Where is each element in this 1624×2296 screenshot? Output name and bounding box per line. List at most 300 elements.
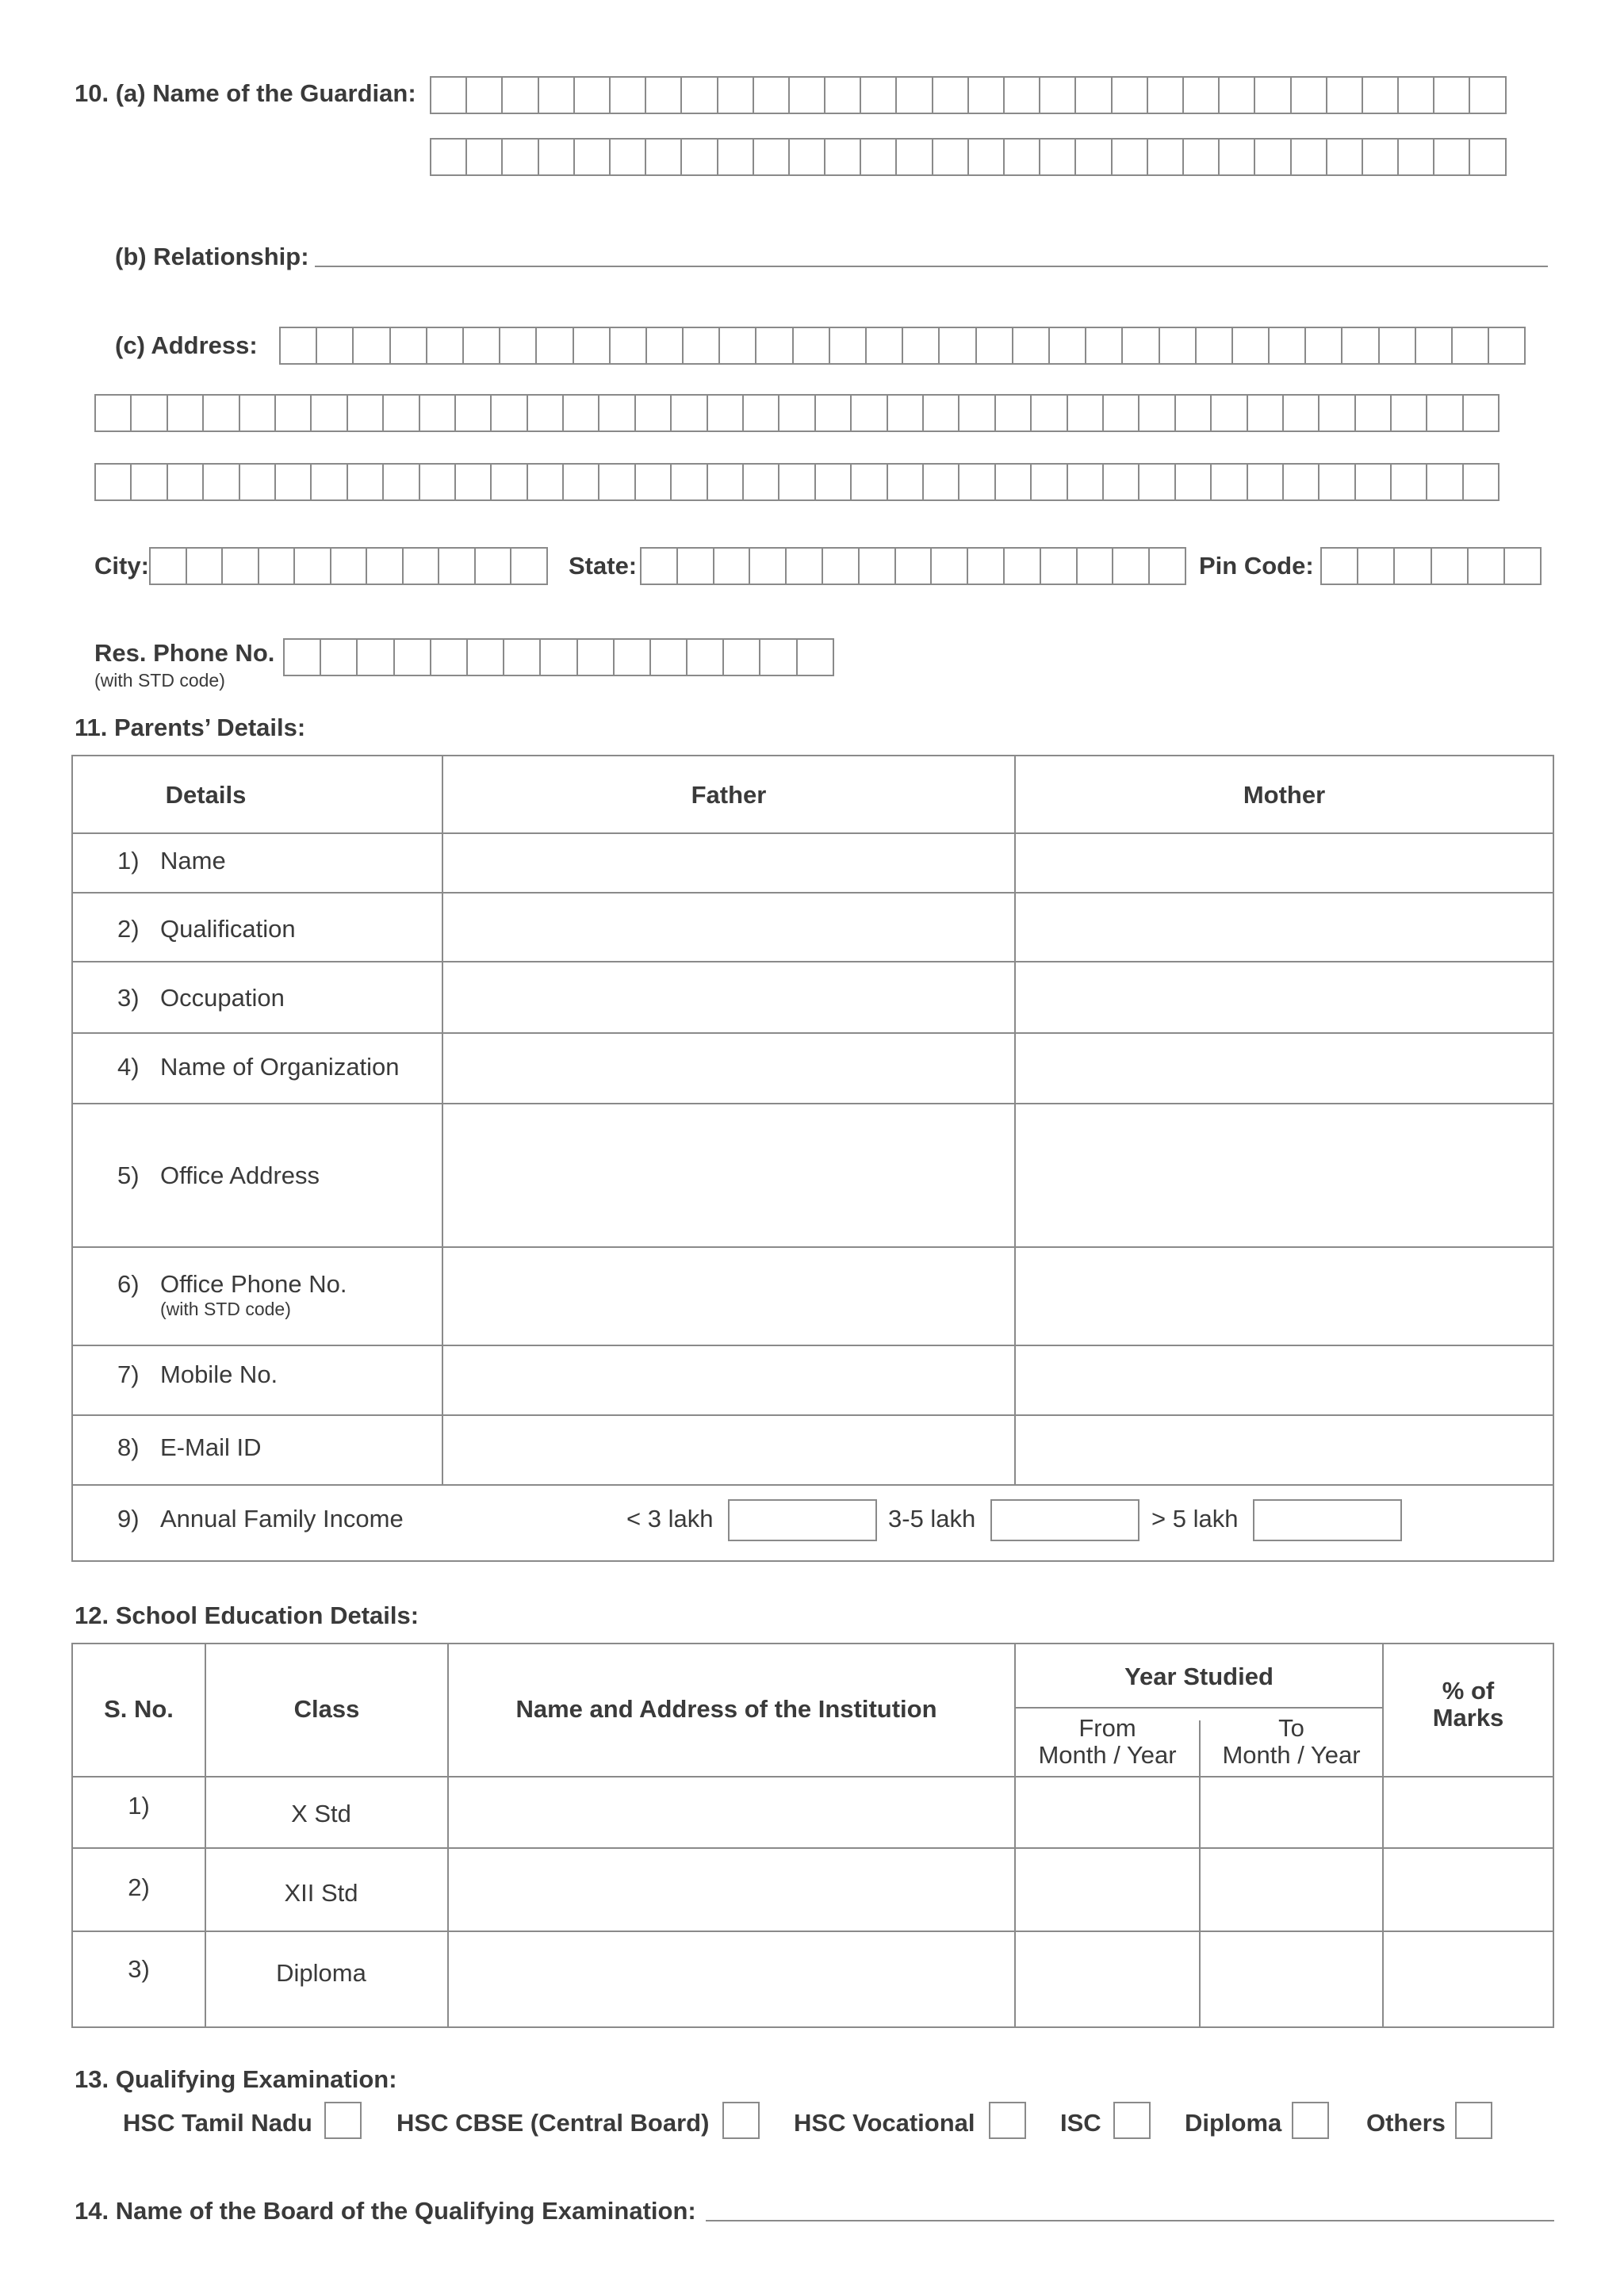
char-box[interactable] [1148,547,1186,585]
char-box[interactable] [1218,138,1255,176]
char-box[interactable] [1433,138,1470,176]
row-label-qualification: Qualification [160,915,296,943]
char-box[interactable] [887,463,924,501]
char-box[interactable] [430,138,467,176]
char-box[interactable] [895,76,933,114]
char-box[interactable] [778,463,815,501]
income-3-5-lakh-checkbox[interactable] [990,1499,1139,1541]
char-box[interactable] [501,76,538,114]
char-box[interactable] [258,547,296,585]
guardian-name-boxes-line1[interactable] [430,76,1507,114]
char-box[interactable] [573,76,611,114]
char-box[interactable] [967,138,1005,176]
char-box[interactable] [1247,463,1284,501]
char-box[interactable] [186,547,224,585]
char-box[interactable] [860,76,897,114]
char-box[interactable] [527,394,564,432]
char-box[interactable] [1030,394,1067,432]
char-box[interactable] [1397,138,1434,176]
father-qualification-input[interactable] [445,894,1013,960]
char-box[interactable] [1318,463,1355,501]
char-box[interactable] [788,138,825,176]
board-name-field[interactable] [706,2220,1554,2221]
char-box[interactable] [1397,76,1434,114]
char-box[interactable] [389,327,427,365]
char-box[interactable] [1362,76,1399,114]
char-box[interactable] [1488,327,1526,365]
table-row-divider [71,892,1554,894]
char-box[interactable] [670,463,707,501]
char-box[interactable] [922,463,959,501]
char-box[interactable] [609,76,646,114]
char-box[interactable] [1210,463,1247,501]
char-box[interactable] [938,327,976,365]
char-box[interactable] [1040,547,1078,585]
char-box[interactable] [932,76,969,114]
char-box[interactable] [1467,547,1505,585]
char-box[interactable] [499,327,537,365]
char-box[interactable] [686,638,724,676]
char-box[interactable] [1282,394,1320,432]
char-box[interactable] [858,547,896,585]
char-box[interactable] [1039,76,1076,114]
char-box[interactable] [454,394,492,432]
char-box[interactable] [860,138,897,176]
mother-mobile-input[interactable] [1017,1347,1553,1414]
char-box[interactable] [320,638,358,676]
char-box[interactable] [967,547,1005,585]
char-box[interactable] [1138,394,1175,432]
char-box[interactable] [352,327,390,365]
char-box[interactable] [1102,394,1139,432]
char-box[interactable] [1085,327,1123,365]
char-box[interactable] [1469,76,1506,114]
qual-diploma-checkbox[interactable] [1292,2102,1329,2139]
char-box[interactable] [1111,138,1148,176]
char-box[interactable] [850,394,887,432]
address-boxes-line2[interactable] [94,394,1500,432]
char-box[interactable] [680,76,718,114]
char-box[interactable] [426,327,464,365]
school-from-input[interactable] [1016,1778,1197,1846]
school-row-divider [71,1776,1554,1777]
char-box[interactable] [1030,463,1067,501]
char-box[interactable] [1067,394,1104,432]
char-box[interactable] [279,327,317,365]
school-from-input[interactable] [1016,1850,1197,1930]
char-box[interactable] [645,76,682,114]
char-box[interactable] [382,463,419,501]
table-row-divider [71,1032,1554,1034]
char-box[interactable] [1147,76,1184,114]
char-box[interactable] [1159,327,1197,365]
mother-organization-input[interactable] [1017,1035,1553,1102]
char-box[interactable] [1320,547,1358,585]
char-box[interactable] [824,138,861,176]
char-box[interactable] [419,394,456,432]
table-row-divider [71,1414,1554,1416]
char-box[interactable] [94,394,132,432]
char-box[interactable] [538,76,575,114]
char-box[interactable] [562,463,599,501]
res-phone-boxes[interactable] [283,638,834,676]
char-box[interactable] [283,638,321,676]
qual-hsc-cbse-checkbox[interactable] [722,2102,760,2139]
char-box[interactable] [130,394,167,432]
school-institution-input[interactable] [449,1850,1013,1930]
char-box[interactable] [1426,394,1463,432]
char-box[interactable] [1121,327,1159,365]
char-box[interactable] [149,547,187,585]
father-mobile-input[interactable] [445,1347,1013,1414]
mother-occupation-input[interactable] [1017,963,1553,1031]
qual-isc-checkbox[interactable] [1113,2102,1151,2139]
header-from: From [1078,1714,1136,1742]
char-box[interactable] [1282,463,1320,501]
school-marks-input[interactable] [1384,1778,1553,1846]
school-row-sno: 1) [128,1792,150,1820]
char-box[interactable] [634,394,672,432]
school-row-sno: 3) [128,1955,150,1983]
char-box[interactable] [1354,394,1392,432]
char-box[interactable] [902,327,940,365]
char-box[interactable] [490,394,527,432]
char-box[interactable] [1426,463,1463,501]
row-label-occupation: Occupation [160,984,285,1012]
father-occupation-input[interactable] [445,963,1013,1031]
char-box[interactable] [778,394,815,432]
char-box[interactable] [753,76,790,114]
state-label: State: [569,552,638,580]
father-name-input[interactable] [445,835,1013,891]
char-box[interactable] [1415,327,1453,365]
char-box[interactable] [239,394,276,432]
qual-option-label: Others [1366,2109,1446,2137]
school-institution-input[interactable] [449,1933,1013,2024]
char-box[interactable] [1003,138,1040,176]
char-box[interactable] [824,76,861,114]
char-box[interactable] [538,138,575,176]
char-box[interactable] [503,638,541,676]
char-box[interactable] [527,463,564,501]
income-lt-3-lakh-checkbox[interactable] [728,1499,877,1541]
row-label-organization: Name of Organization [160,1053,400,1081]
char-box[interactable] [717,76,754,114]
school-to-input[interactable] [1201,1850,1381,1930]
char-box[interactable] [1174,394,1212,432]
char-box[interactable] [822,547,860,585]
char-box[interactable] [598,394,635,432]
char-box[interactable] [922,394,959,432]
row-num: 3) [117,984,140,1012]
char-box[interactable] [814,463,852,501]
res-phone-label: Res. Phone No. [94,639,275,667]
char-box[interactable] [785,547,823,585]
qual-hsc-vocational-checkbox[interactable] [989,2102,1026,2139]
char-box[interactable] [1003,547,1041,585]
char-box[interactable] [1182,76,1220,114]
school-institution-input[interactable] [449,1778,1013,1846]
char-box[interactable] [316,327,354,365]
char-box[interactable] [649,638,688,676]
char-box[interactable] [167,463,204,501]
char-box[interactable] [788,76,825,114]
char-box[interactable] [753,138,790,176]
char-box[interactable] [676,547,714,585]
char-box[interactable] [1469,138,1506,176]
mother-office-address-input[interactable] [1017,1105,1553,1246]
char-box[interactable] [1431,547,1469,585]
char-box[interactable] [749,547,787,585]
char-box[interactable] [1012,327,1050,365]
char-box[interactable] [1503,547,1542,585]
table-row-divider [71,1103,1554,1104]
char-box[interactable] [402,547,440,585]
char-box[interactable] [1195,327,1233,365]
address-label: (c) Address: [115,331,258,359]
char-box[interactable] [274,463,312,501]
school-to-input[interactable] [1201,1933,1381,2024]
char-box[interactable] [742,394,779,432]
char-box[interactable] [465,138,503,176]
char-box[interactable] [1254,76,1291,114]
char-box[interactable] [670,394,707,432]
char-box[interactable] [293,547,331,585]
char-box[interactable] [894,547,933,585]
char-box[interactable] [1247,394,1284,432]
char-box[interactable] [1074,76,1112,114]
char-box[interactable] [707,463,744,501]
char-box[interactable] [573,138,611,176]
char-box[interactable] [994,394,1032,432]
char-box[interactable] [865,327,903,365]
char-box[interactable] [1393,547,1431,585]
char-box[interactable] [535,327,573,365]
header-sno: S. No. [104,1695,174,1723]
char-box[interactable] [356,638,394,676]
char-box[interactable] [562,394,599,432]
char-box[interactable] [330,547,368,585]
header-details: Details [165,781,247,809]
char-box[interactable] [718,327,756,365]
header-to: To [1278,1714,1304,1742]
header-from-month-year: Month / Year [1038,1741,1177,1769]
school-marks-input[interactable] [1384,1850,1553,1930]
char-box[interactable] [1378,327,1416,365]
char-box[interactable] [310,463,347,501]
char-box[interactable] [814,394,852,432]
mother-name-input[interactable] [1017,835,1553,891]
pin-code-boxes[interactable] [1320,547,1542,585]
char-box[interactable] [1147,138,1184,176]
char-box[interactable] [707,394,744,432]
char-box[interactable] [419,463,456,501]
char-box[interactable] [613,638,651,676]
char-box[interactable] [609,138,646,176]
char-box[interactable] [366,547,404,585]
row-label-income: Annual Family Income [160,1505,404,1533]
income-option-label: 3-5 lakh [888,1505,976,1533]
char-box[interactable] [759,638,797,676]
school-row-sno: 2) [128,1873,150,1901]
mother-qualification-input[interactable] [1017,894,1553,960]
char-box[interactable] [430,638,468,676]
char-box[interactable] [274,394,312,432]
char-box[interactable] [1111,76,1148,114]
char-box[interactable] [717,138,754,176]
char-box[interactable] [994,463,1032,501]
father-email-input[interactable] [445,1417,1013,1483]
parents-col-divider-1 [442,755,443,1484]
char-box[interactable] [94,463,132,501]
char-box[interactable] [1138,463,1175,501]
school-to-input[interactable] [1201,1778,1381,1846]
header-father: Father [691,781,767,809]
char-box[interactable] [1254,138,1291,176]
char-box[interactable] [474,547,512,585]
char-box[interactable] [465,76,503,114]
guardian-name-label: 10. (a) Name of the Guardian: [75,79,416,107]
char-box[interactable] [1451,327,1489,365]
char-box[interactable] [1304,327,1342,365]
address-boxes-line1[interactable] [279,327,1526,365]
char-box[interactable] [958,463,995,501]
address-boxes-line3[interactable] [94,463,1500,501]
char-box[interactable] [167,394,204,432]
char-box[interactable] [462,327,500,365]
char-box[interactable] [501,138,538,176]
char-box[interactable] [1003,76,1040,114]
char-box[interactable] [382,394,419,432]
row-num: 8) [117,1433,140,1461]
char-box[interactable] [202,463,239,501]
char-box[interactable] [347,463,384,501]
row-num: 6) [117,1270,140,1298]
char-box[interactable] [490,463,527,501]
char-box[interactable] [1326,138,1363,176]
school-marks-input[interactable] [1384,1933,1553,2024]
char-box[interactable] [1362,138,1399,176]
char-box[interactable] [1048,327,1086,365]
char-box[interactable] [466,638,504,676]
char-box[interactable] [573,327,611,365]
father-organization-input[interactable] [445,1035,1013,1102]
char-box[interactable] [347,394,384,432]
char-box[interactable] [430,76,467,114]
char-box[interactable] [682,327,720,365]
char-box[interactable] [713,547,751,585]
char-box[interactable] [1039,138,1076,176]
guardian-name-boxes-line2[interactable] [430,138,1507,176]
char-box[interactable] [895,138,933,176]
char-box[interactable] [829,327,867,365]
row-label-mobile: Mobile No. [160,1360,278,1388]
table-row-divider [71,832,1554,834]
state-boxes[interactable] [640,547,1186,585]
char-box[interactable] [1218,76,1255,114]
char-box[interactable] [640,547,678,585]
char-box[interactable] [1462,463,1500,501]
char-box[interactable] [932,138,969,176]
char-box[interactable] [539,638,577,676]
char-box[interactable] [1390,394,1427,432]
char-box[interactable] [1290,76,1327,114]
char-box[interactable] [967,76,1005,114]
char-box[interactable] [239,463,276,501]
char-box[interactable] [1076,547,1114,585]
char-box[interactable] [1210,394,1247,432]
char-box[interactable] [1067,463,1104,501]
char-box[interactable] [1182,138,1220,176]
char-box[interactable] [576,638,615,676]
char-box[interactable] [454,463,492,501]
char-box[interactable] [1462,394,1500,432]
mother-email-input[interactable] [1017,1417,1553,1483]
char-box[interactable] [680,138,718,176]
char-box[interactable] [130,463,167,501]
char-box[interactable] [1318,394,1355,432]
char-box[interactable] [1341,327,1379,365]
char-box[interactable] [202,394,239,432]
char-box[interactable] [393,638,431,676]
mother-office-phone-input[interactable] [1017,1249,1553,1344]
char-box[interactable] [1290,138,1327,176]
char-box[interactable] [930,547,968,585]
qual-others-checkbox[interactable] [1455,2102,1492,2139]
school-from-input[interactable] [1016,1933,1197,2024]
char-box[interactable] [796,638,834,676]
father-office-phone-input[interactable] [445,1249,1013,1344]
char-box[interactable] [958,394,995,432]
char-box[interactable] [645,327,684,365]
char-box[interactable] [850,463,887,501]
char-box[interactable] [1326,76,1363,114]
char-box[interactable] [722,638,760,676]
char-box[interactable] [755,327,793,365]
char-box[interactable] [1174,463,1212,501]
income-gt-5-lakh-checkbox[interactable] [1253,1499,1402,1541]
father-office-address-input[interactable] [445,1105,1013,1246]
char-box[interactable] [609,327,647,365]
char-box[interactable] [1390,463,1427,501]
char-box[interactable] [742,463,779,501]
qual-option-label: Diploma [1185,2109,1282,2137]
qual-hsc-tamil-nadu-checkbox[interactable] [324,2102,362,2139]
char-box[interactable] [310,394,347,432]
school-row-divider [71,1847,1554,1849]
char-box[interactable] [792,327,830,365]
char-box[interactable] [1357,547,1395,585]
char-box[interactable] [598,463,635,501]
char-box[interactable] [221,547,259,585]
char-box[interactable] [975,327,1013,365]
city-boxes[interactable] [149,547,548,585]
table-row-divider [71,961,1554,962]
relationship-field[interactable] [315,266,1548,267]
char-box[interactable] [510,547,548,585]
char-box[interactable] [1102,463,1139,501]
char-box[interactable] [1433,76,1470,114]
char-box[interactable] [1231,327,1270,365]
char-box[interactable] [1112,547,1150,585]
char-box[interactable] [634,463,672,501]
char-box[interactable] [1074,138,1112,176]
char-box[interactable] [438,547,476,585]
char-box[interactable] [887,394,924,432]
char-box[interactable] [1268,327,1306,365]
char-box[interactable] [1354,463,1392,501]
char-box[interactable] [645,138,682,176]
